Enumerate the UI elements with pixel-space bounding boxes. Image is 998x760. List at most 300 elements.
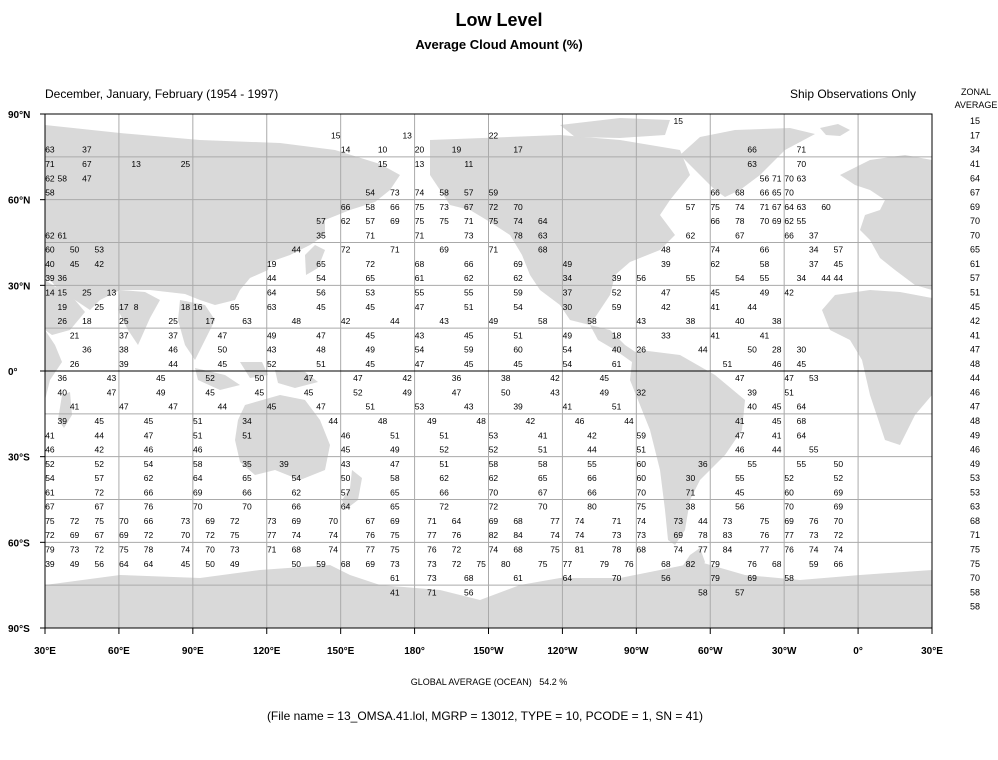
cell-value: 45 bbox=[303, 387, 314, 398]
cell-value: 45 bbox=[266, 401, 277, 412]
cell-value: 44 bbox=[772, 444, 782, 455]
cell-value: 73 bbox=[427, 573, 437, 584]
cell-value: 14 bbox=[340, 144, 351, 155]
cell-value: 55 bbox=[414, 287, 425, 298]
global-average-value: 54.2 % bbox=[539, 677, 568, 687]
cell-value: 72 bbox=[69, 515, 80, 526]
cell-value: 55 bbox=[587, 458, 597, 469]
cell-value: 19 bbox=[451, 144, 462, 155]
cell-value: 47 bbox=[303, 373, 314, 384]
cell-value: 41 bbox=[710, 330, 720, 341]
cell-value: 51 bbox=[537, 444, 548, 455]
cell-value: 65 bbox=[316, 258, 326, 269]
cell-value: 64 bbox=[796, 401, 807, 412]
cell-value: 68 bbox=[464, 573, 474, 584]
cell-value: 76 bbox=[759, 530, 770, 541]
cell-value: 50 bbox=[254, 373, 265, 384]
cell-value: 69 bbox=[673, 530, 683, 541]
cell-value: 75 bbox=[550, 544, 560, 555]
cell-value: 67 bbox=[94, 530, 104, 541]
cell-value: 62 bbox=[464, 273, 474, 284]
cell-value: 44 bbox=[266, 273, 277, 284]
cell-value: 13 bbox=[414, 158, 425, 169]
cell-value: 45 bbox=[180, 558, 191, 569]
cell-value: 59 bbox=[513, 287, 523, 298]
cell-value: 64 bbox=[193, 473, 203, 484]
zonal-header-line-2: AVERAGE bbox=[954, 100, 998, 110]
cell-value: 72 bbox=[488, 201, 499, 212]
cell-value: 57 bbox=[833, 244, 844, 255]
cell-value: 67 bbox=[94, 501, 104, 512]
cell-value: 73 bbox=[69, 544, 80, 555]
cell-value: 50 bbox=[217, 344, 228, 355]
cell-value: 58 bbox=[439, 187, 449, 198]
cell-value: 69 bbox=[833, 487, 844, 498]
cell-value: 41 bbox=[45, 430, 55, 441]
cell-value: 56 bbox=[94, 558, 104, 569]
cell-value: 74 bbox=[513, 216, 523, 227]
cell-value: 82 bbox=[488, 530, 499, 541]
cell-value: 68 bbox=[661, 558, 671, 569]
cell-value: 68 bbox=[636, 544, 646, 555]
cell-value: 54 bbox=[414, 344, 425, 355]
cell-value: 65 bbox=[390, 487, 400, 498]
zonal-average-value: 68 bbox=[969, 515, 981, 526]
cell-value: 59 bbox=[611, 301, 622, 312]
cell-value: 43 bbox=[464, 401, 474, 412]
cell-value: 57 bbox=[735, 587, 745, 598]
longitude-label: 60°E bbox=[108, 646, 130, 657]
land-europe bbox=[840, 155, 932, 290]
cell-value: 83 bbox=[722, 530, 733, 541]
cell-value: 65 bbox=[537, 473, 548, 484]
cell-value: 13 bbox=[402, 130, 412, 141]
cell-value: 10 bbox=[377, 144, 388, 155]
cell-value: 51 bbox=[365, 401, 375, 412]
cell-value: 44 bbox=[821, 273, 831, 284]
cell-value: 75 bbox=[94, 515, 104, 526]
cell-value: 62 bbox=[291, 487, 302, 498]
cell-value: 74 bbox=[180, 544, 191, 555]
cell-value: 53 bbox=[94, 244, 104, 255]
cell-value: 37 bbox=[808, 230, 819, 241]
cell-value: 13 bbox=[131, 158, 141, 169]
cell-value: 70 bbox=[193, 501, 203, 512]
cell-value: 71 bbox=[796, 144, 807, 155]
cell-value: 71 bbox=[365, 230, 375, 241]
cell-value: 22 bbox=[488, 130, 499, 141]
longitude-label: 30°E bbox=[34, 646, 56, 657]
longitude-label: 120°E bbox=[253, 646, 281, 657]
cell-value: 54 bbox=[316, 273, 326, 284]
cell-value: 47 bbox=[661, 287, 671, 298]
cell-value: 41 bbox=[537, 430, 548, 441]
longitude-label: 90°E bbox=[181, 646, 204, 657]
cell-value: 69 bbox=[119, 530, 129, 541]
cell-value: 47 bbox=[82, 173, 92, 184]
longitude-label: 120°W bbox=[547, 646, 578, 657]
cell-value: 68 bbox=[291, 544, 302, 555]
cell-value: 59 bbox=[636, 430, 646, 441]
cell-value: 48 bbox=[377, 415, 388, 426]
cell-value: 74 bbox=[291, 530, 302, 541]
cell-value: 45 bbox=[772, 415, 782, 426]
cell-value: 71 bbox=[45, 158, 55, 169]
cell-value: 50 bbox=[340, 473, 351, 484]
zonal-average-value: 75 bbox=[969, 558, 981, 569]
cell-value: 41 bbox=[390, 587, 400, 598]
cell-value: 78 bbox=[143, 544, 154, 555]
latitude-label: 90°N bbox=[8, 110, 31, 121]
cell-value: 45 bbox=[254, 387, 265, 398]
cell-value: 45 bbox=[365, 301, 375, 312]
cell-value: 53 bbox=[488, 430, 499, 441]
cell-value: 67 bbox=[464, 201, 474, 212]
cell-value: 67 bbox=[365, 515, 375, 526]
cell-value: 39 bbox=[747, 387, 757, 398]
cell-value: 49 bbox=[229, 558, 240, 569]
cell-value: 49 bbox=[427, 415, 437, 426]
cell-value: 65 bbox=[390, 501, 400, 512]
cell-value: 78 bbox=[698, 530, 708, 541]
cell-value: 50 bbox=[69, 244, 80, 255]
cell-value: 66 bbox=[710, 216, 720, 227]
cell-value: 47 bbox=[316, 330, 326, 341]
cell-value: 51 bbox=[193, 415, 203, 426]
cell-value: 60 bbox=[513, 344, 523, 355]
cell-value: 65 bbox=[242, 473, 252, 484]
cell-value: 45 bbox=[710, 287, 720, 298]
cell-value: 72 bbox=[833, 530, 844, 541]
cell-value: 42 bbox=[94, 258, 104, 269]
cell-value: 34 bbox=[808, 244, 819, 255]
cell-value: 52 bbox=[488, 444, 499, 455]
cell-value: 36 bbox=[57, 373, 67, 384]
cell-value: 40 bbox=[735, 316, 745, 327]
cell-value: 54 bbox=[143, 458, 154, 469]
cell-value: 52 bbox=[611, 287, 622, 298]
cell-value: 74 bbox=[833, 544, 844, 555]
cell-value: 68 bbox=[772, 558, 782, 569]
cell-value: 30 bbox=[796, 344, 807, 355]
cell-value: 45 bbox=[833, 258, 844, 269]
cell-value: 65 bbox=[229, 301, 240, 312]
cell-value: 46 bbox=[574, 415, 585, 426]
latitude-label: 30°S bbox=[8, 452, 30, 464]
cell-value: 63 bbox=[242, 316, 252, 327]
cell-value: 66 bbox=[747, 144, 757, 155]
cell-value: 76 bbox=[427, 544, 437, 555]
cell-value: 77 bbox=[759, 544, 770, 555]
cell-value: 69 bbox=[784, 515, 794, 526]
cell-value: 75 bbox=[414, 201, 425, 212]
cell-value: 73 bbox=[808, 530, 819, 541]
cell-value: 70 bbox=[611, 573, 622, 584]
cell-value: 75 bbox=[636, 501, 646, 512]
cell-value: 57 bbox=[94, 473, 104, 484]
cell-value: 39 bbox=[57, 415, 67, 426]
cell-value: 38 bbox=[119, 344, 129, 355]
cell-value: 66 bbox=[464, 258, 474, 269]
cell-value: 79 bbox=[710, 558, 720, 569]
cell-value: 66 bbox=[759, 244, 770, 255]
cell-value: 40 bbox=[45, 258, 55, 269]
cell-value: 72 bbox=[340, 244, 351, 255]
cell-value: 74 bbox=[735, 201, 745, 212]
cell-value: 37 bbox=[808, 258, 819, 269]
cell-value: 73 bbox=[180, 515, 191, 526]
zonal-average-value: 67 bbox=[969, 187, 981, 198]
cell-value: 35 bbox=[242, 458, 252, 469]
cell-value: 74 bbox=[488, 544, 499, 555]
zonal-header-line-1: ZONAL bbox=[960, 87, 991, 97]
cell-value: 36 bbox=[451, 373, 462, 384]
cell-value: 26 bbox=[57, 316, 67, 327]
cell-value: 47 bbox=[168, 401, 178, 412]
cell-value: 51 bbox=[513, 330, 523, 341]
cell-value: 63 bbox=[747, 158, 757, 169]
cell-value: 46 bbox=[772, 358, 782, 369]
cell-value: 14 bbox=[45, 287, 55, 298]
cell-value: 76 bbox=[143, 501, 154, 512]
cell-value: 44 bbox=[328, 415, 339, 426]
cell-value: 42 bbox=[525, 415, 536, 426]
cell-value: 77 bbox=[562, 558, 573, 569]
cell-value: 71 bbox=[488, 244, 499, 255]
cell-value: 69 bbox=[205, 515, 215, 526]
cell-value: 61 bbox=[390, 573, 400, 584]
cell-value: 70 bbox=[759, 216, 770, 227]
cell-value: 78 bbox=[611, 544, 622, 555]
cell-value: 60 bbox=[636, 458, 646, 469]
cell-value: 68 bbox=[414, 258, 425, 269]
cell-value: 57 bbox=[685, 201, 696, 212]
zonal-average-value: 63 bbox=[969, 501, 981, 512]
zonal-average-value: 70 bbox=[969, 216, 981, 227]
cell-value: 47 bbox=[414, 301, 425, 312]
cell-value: 51 bbox=[193, 430, 203, 441]
cell-value: 55 bbox=[796, 458, 807, 469]
cell-value: 26 bbox=[69, 358, 80, 369]
cell-value: 77 bbox=[365, 544, 375, 555]
cell-value: 67 bbox=[735, 230, 745, 241]
cell-value: 59 bbox=[488, 187, 499, 198]
cell-value: 60 bbox=[784, 487, 794, 498]
cell-value: 72 bbox=[451, 558, 462, 569]
cell-value: 59 bbox=[808, 558, 819, 569]
cell-value: 45 bbox=[464, 330, 474, 341]
cell-value: 45 bbox=[94, 415, 104, 426]
cell-value: 69 bbox=[513, 258, 523, 269]
cell-value: 17 bbox=[513, 144, 523, 155]
cell-value: 49 bbox=[365, 344, 375, 355]
cell-value: 32 bbox=[636, 387, 646, 398]
cell-value: 71 bbox=[464, 216, 474, 227]
cell-value: 66 bbox=[340, 201, 351, 212]
cell-value: 62 bbox=[45, 173, 55, 184]
cell-value: 50 bbox=[205, 558, 215, 569]
zonal-average-value: 17 bbox=[969, 130, 981, 141]
cell-value: 71 bbox=[685, 487, 696, 498]
cell-value: 15 bbox=[331, 130, 341, 141]
cell-value: 75 bbox=[439, 216, 449, 227]
map-title: Low Level bbox=[455, 10, 543, 30]
cell-value: 60 bbox=[636, 473, 646, 484]
cell-value: 76 bbox=[747, 558, 757, 569]
cell-value: 70 bbox=[119, 515, 129, 526]
cell-value: 15 bbox=[377, 158, 388, 169]
cell-value: 57 bbox=[365, 216, 375, 227]
cell-value: 70 bbox=[833, 515, 844, 526]
zonal-average-value: 46 bbox=[969, 387, 981, 398]
cell-value: 59 bbox=[316, 558, 326, 569]
cell-value: 74 bbox=[328, 544, 339, 555]
zonal-average-value: 41 bbox=[969, 330, 981, 341]
cell-value: 75 bbox=[119, 544, 129, 555]
cell-value: 49 bbox=[488, 316, 499, 327]
cell-value: 44 bbox=[624, 415, 634, 426]
global-average-label: GLOBAL AVERAGE (OCEAN) bbox=[410, 677, 532, 687]
zonal-average-value: 49 bbox=[969, 430, 981, 441]
cell-value: 46 bbox=[45, 444, 55, 455]
cell-value: 69 bbox=[291, 515, 302, 526]
cell-value: 58 bbox=[587, 316, 597, 327]
cell-value: 58 bbox=[537, 316, 548, 327]
cell-value: 56 bbox=[735, 501, 745, 512]
cell-value: 15 bbox=[673, 116, 683, 127]
cell-value: 47 bbox=[451, 387, 462, 398]
cell-value: 43 bbox=[439, 316, 449, 327]
cell-value: 45 bbox=[316, 301, 326, 312]
cell-value: 30 bbox=[562, 301, 573, 312]
cell-value: 19 bbox=[57, 301, 67, 312]
cell-value: 77 bbox=[698, 544, 708, 555]
cell-value: 75 bbox=[229, 530, 240, 541]
cell-value: 73 bbox=[611, 530, 622, 541]
cell-value: 43 bbox=[106, 373, 117, 384]
cell-value: 81 bbox=[574, 544, 585, 555]
cell-value: 47 bbox=[784, 373, 794, 384]
zonal-average-value: 51 bbox=[969, 287, 981, 298]
cell-value: 74 bbox=[574, 530, 585, 541]
cell-value: 71 bbox=[427, 587, 437, 598]
cell-value: 64 bbox=[119, 558, 129, 569]
zonal-average-value: 49 bbox=[969, 458, 981, 469]
zonal-average-value: 44 bbox=[969, 373, 981, 384]
cell-value: 46 bbox=[193, 444, 203, 455]
zonal-average-value: 53 bbox=[969, 473, 981, 484]
zonal-average-value: 58 bbox=[969, 601, 981, 612]
cell-value: 18 bbox=[82, 316, 92, 327]
cell-value: 49 bbox=[562, 258, 573, 269]
cell-value: 73 bbox=[464, 230, 474, 241]
cell-value: 49 bbox=[266, 330, 277, 341]
cell-value: 18 bbox=[611, 330, 622, 341]
season-label: December, January, February (1954 - 1997) bbox=[45, 87, 279, 101]
cell-value: 71 bbox=[427, 515, 437, 526]
cell-value: 15 bbox=[57, 287, 67, 298]
cell-value: 34 bbox=[796, 273, 807, 284]
cell-value: 76 bbox=[365, 530, 375, 541]
source-note: Ship Observations Only bbox=[790, 87, 917, 101]
cell-value: 37 bbox=[168, 330, 178, 341]
cell-value: 69 bbox=[488, 515, 499, 526]
zonal-average-value: 47 bbox=[969, 344, 981, 355]
cell-value: 64 bbox=[796, 430, 807, 441]
cell-value: 42 bbox=[661, 301, 671, 312]
cell-value: 49 bbox=[402, 387, 412, 398]
cell-value: 49 bbox=[156, 387, 166, 398]
cell-value: 79 bbox=[710, 573, 720, 584]
cell-value: 47 bbox=[735, 373, 745, 384]
cell-value: 82 bbox=[685, 558, 696, 569]
cell-value: 63 bbox=[266, 301, 277, 312]
cell-value: 69 bbox=[69, 530, 80, 541]
cell-value: 49 bbox=[759, 287, 770, 298]
latitude-label: 60°S bbox=[8, 538, 30, 550]
cell-value: 46 bbox=[168, 344, 178, 355]
cell-value: 75 bbox=[414, 216, 425, 227]
cell-value: 51 bbox=[636, 444, 646, 455]
cell-value: 75 bbox=[476, 558, 486, 569]
cell-value: 51 bbox=[611, 401, 622, 412]
cell-value: 55 bbox=[808, 444, 819, 455]
cell-value: 64 bbox=[143, 558, 154, 569]
cell-value: 44 bbox=[217, 401, 228, 412]
cell-value: 79 bbox=[45, 544, 55, 555]
cell-value: 58 bbox=[45, 187, 55, 198]
cell-value: 67 bbox=[45, 501, 55, 512]
cell-value: 62 bbox=[685, 230, 696, 241]
cell-value: 56 bbox=[759, 173, 770, 184]
cell-value: 64 bbox=[340, 501, 351, 512]
zonal-average-value: 47 bbox=[969, 401, 981, 412]
latitude-label: 60°N bbox=[8, 195, 31, 207]
cell-value: 45 bbox=[217, 358, 228, 369]
cell-value: 62 bbox=[45, 230, 55, 241]
cell-value: 48 bbox=[661, 244, 671, 255]
cell-value: 40 bbox=[611, 344, 622, 355]
cell-value: 44 bbox=[698, 344, 708, 355]
cell-value: 11 bbox=[464, 158, 474, 169]
cell-value: 76 bbox=[784, 544, 794, 555]
cell-value: 42 bbox=[550, 373, 560, 384]
cell-value: 37 bbox=[562, 287, 573, 298]
cell-value: 63 bbox=[537, 230, 548, 241]
cell-value: 17 bbox=[205, 316, 215, 327]
cell-value: 39 bbox=[611, 273, 622, 284]
cell-value: 41 bbox=[772, 430, 782, 441]
cell-value: 48 bbox=[476, 415, 486, 426]
cell-value: 45 bbox=[772, 401, 782, 412]
cell-value: 54 bbox=[562, 358, 573, 369]
cell-value: 19 bbox=[266, 258, 277, 269]
cell-value: 33 bbox=[661, 330, 671, 341]
cell-value: 72 bbox=[94, 487, 104, 498]
cell-value: 65 bbox=[772, 187, 782, 198]
file-info: (File name = 13_OMSA.41.lol, MGRP = 13012, TYPE = 10, PCODE = 1, SN = 41) bbox=[266, 709, 704, 723]
cell-value: 47 bbox=[143, 430, 154, 441]
cell-value: 45 bbox=[599, 373, 610, 384]
cell-value: 63 bbox=[796, 173, 807, 184]
cell-value: 56 bbox=[636, 273, 646, 284]
cell-value: 64 bbox=[537, 216, 548, 227]
zonal-average-value: 61 bbox=[969, 258, 981, 269]
cell-value: 52 bbox=[439, 444, 449, 455]
cell-value: 59 bbox=[464, 344, 474, 355]
cell-value: 70 bbox=[796, 158, 807, 169]
cell-value: 38 bbox=[772, 316, 782, 327]
